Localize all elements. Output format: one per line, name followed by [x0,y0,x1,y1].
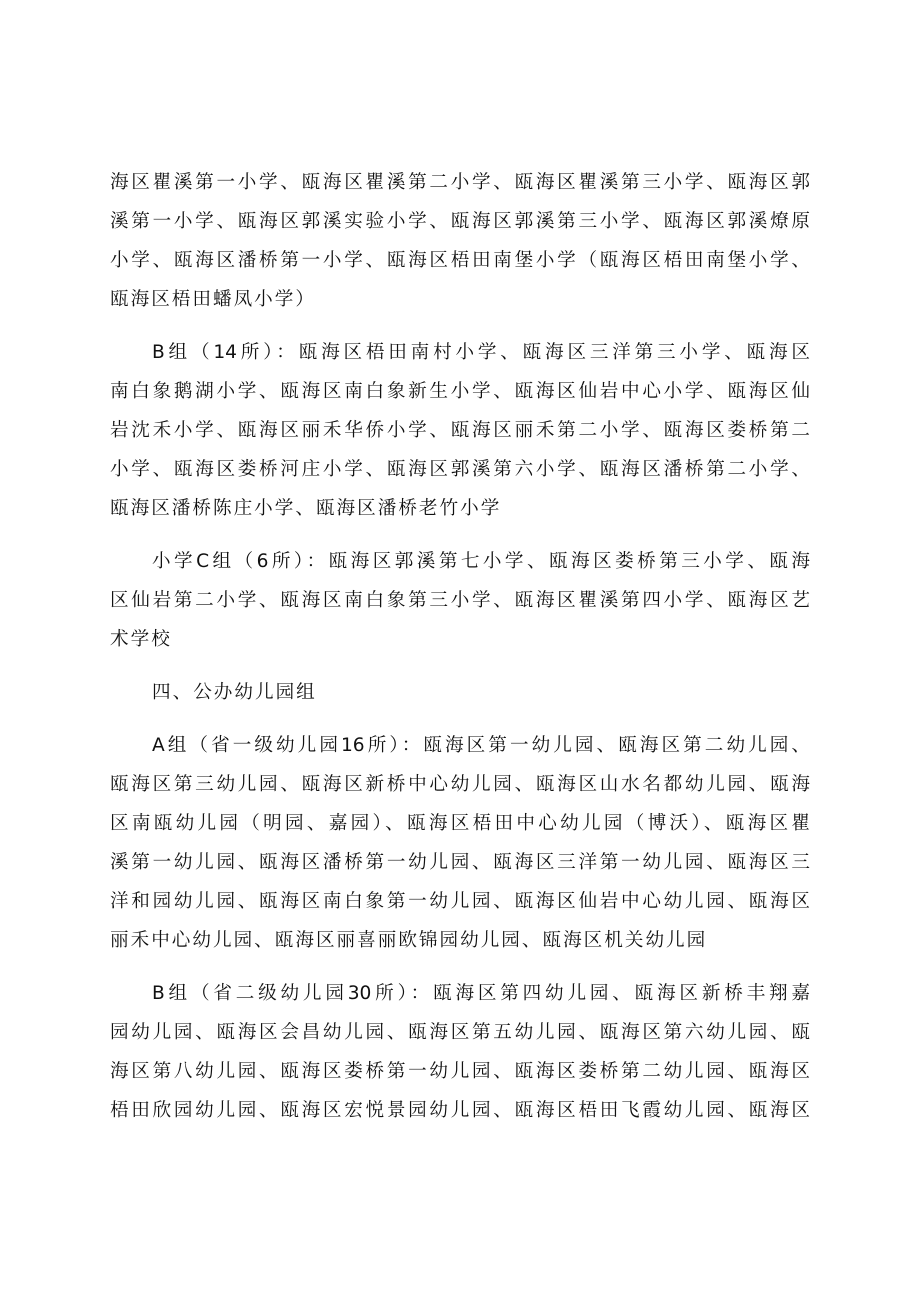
text-line: 区仙岩第二小学、瓯海区南白象第三小学、瓯海区瞿溪第四小学、瓯海区艺 [110,590,810,611]
text-line: B组（14所）：瓯海区梧田南村小学、瓯海区三洋第三小学、瓯海区 [152,342,810,363]
text-line: 梧田欣园幼儿园、瓯海区宏悦景园幼儿园、瓯海区梧田飞霞幼儿园、瓯海区 [110,1100,810,1121]
text-line: 瓯海区潘桥陈庄小学、瓯海区潘桥老竹小学 [110,498,502,519]
text-line: B组（省二级幼儿园30所）：瓯海区第四幼儿园、瓯海区新桥丰翔嘉 [152,983,810,1004]
text-line: 南白象鹅湖小学、瓯海区南白象新生小学、瓯海区仙岩中心小学、瓯海区仙 [110,381,810,402]
text-line: 小学C组（6所）：瓯海区郭溪第七小学、瓯海区娄桥第三小学、瓯海 [152,551,810,572]
text-line: 丽禾中心幼儿园、瓯海区丽喜丽欧锦园幼儿园、瓯海区机关幼儿园 [110,930,708,951]
text-line: 海区瞿溪第一小学、瓯海区瞿溪第二小学、瓯海区瞿溪第三小学、瓯海区郭 [110,172,810,193]
text-line: 海区第八幼儿园、瓯海区娄桥第一幼儿园、瓯海区娄桥第二幼儿园、瓯海区 [110,1061,810,1082]
text-line: 园幼儿园、瓯海区会昌幼儿园、瓯海区第五幼儿园、瓯海区第六幼儿园、瓯 [110,1022,810,1043]
text-line: 洋和园幼儿园、瓯海区南白象第一幼儿园、瓯海区仙岩中心幼儿园、瓯海区 [110,891,810,912]
section-heading: 四、公办幼儿园组 [152,682,317,703]
text-line: 岩沈禾小学、瓯海区丽禾华侨小学、瓯海区丽禾第二小学、瓯海区娄桥第二 [110,420,810,441]
text-line: 区南瓯幼儿园（明园、嘉园）、瓯海区梧田中心幼儿园（博沃）、瓯海区瞿 [110,813,810,834]
text-line: 术学校 [110,629,172,650]
text-line: 小学、瓯海区娄桥河庄小学、瓯海区郭溪第六小学、瓯海区潘桥第二小学、 [110,459,810,480]
text-line: 瓯海区第三幼儿园、瓯海区新桥中心幼儿园、瓯海区山水名都幼儿园、瓯海 [110,774,810,795]
text-line: 瓯海区梧田蟠凤小学） [110,289,316,310]
text-line: 溪第一小学、瓯海区郭溪实验小学、瓯海区郭溪第三小学、瓯海区郭溪燎原 [110,211,810,232]
text-line: 小学、瓯海区潘桥第一小学、瓯海区梧田南堡小学（瓯海区梧田南堡小学、 [110,250,810,271]
text-line: 溪第一幼儿园、瓯海区潘桥第一幼儿园、瓯海区三洋第一幼儿园、瓯海区三 [110,852,810,873]
text-line: A组（省一级幼儿园16所）：瓯海区第一幼儿园、瓯海区第二幼儿园、 [152,735,810,756]
